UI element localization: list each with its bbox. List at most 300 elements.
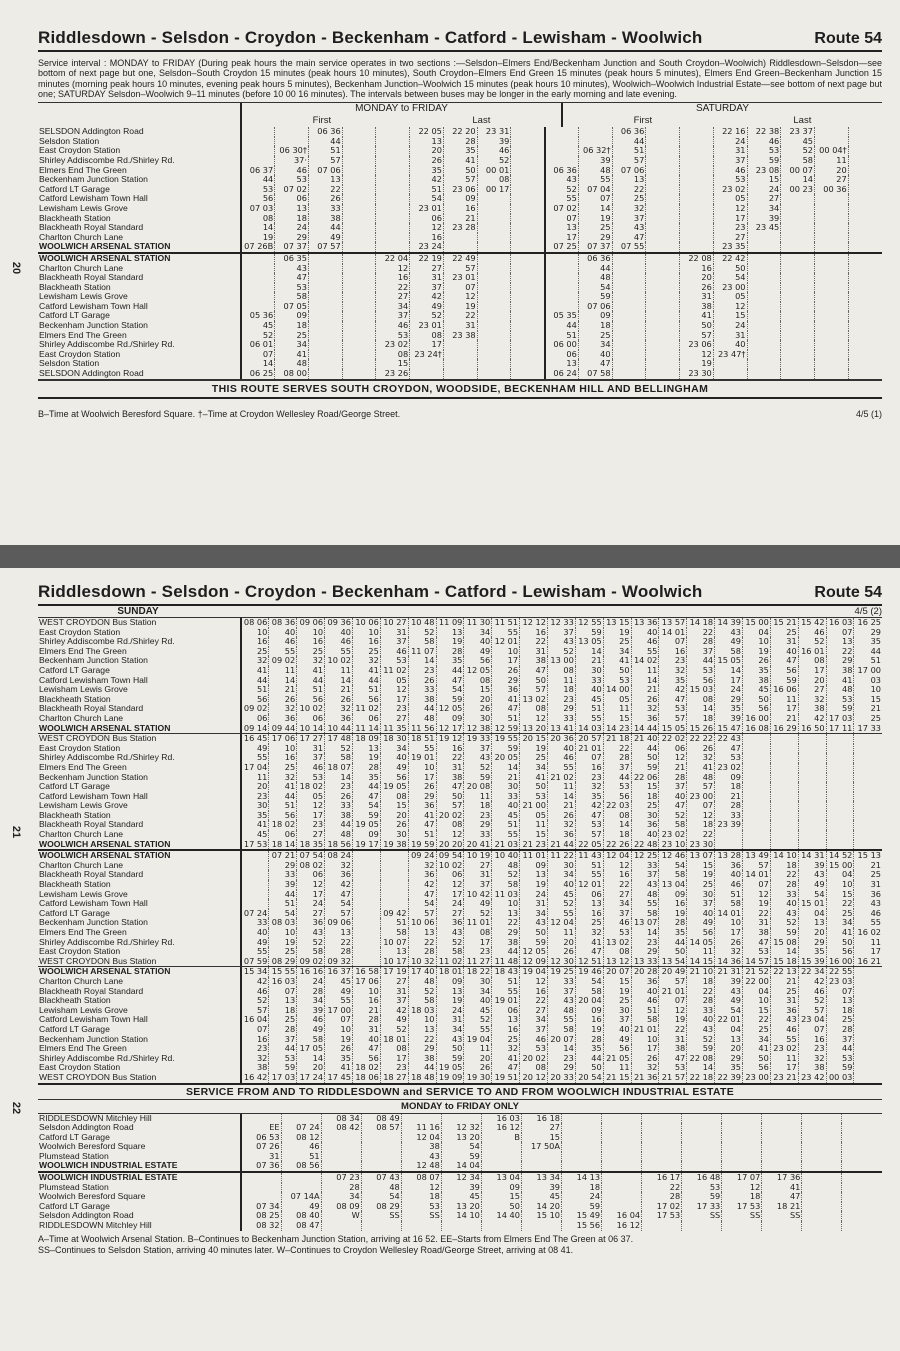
time-cell [308,359,342,369]
time-cell [380,880,408,890]
time-cell: 50 [575,1063,603,1073]
time-cell [342,369,376,379]
time-cell: 18 43 [492,967,520,977]
timetable-row [38,909,882,919]
timetable-row [38,928,882,938]
time-cell: 23 00 [742,1073,770,1083]
time-cell: 59 [770,676,798,686]
time-cell: 08 42 [321,1123,361,1133]
time-cell: 12 32 [441,1123,481,1133]
time-cell [842,1152,882,1162]
time-cell: 48 [687,773,715,783]
time-cell: 52 [687,1035,715,1045]
time-cell: 31 [436,763,464,773]
time-cell [848,175,882,185]
time-cell: 18 22 [464,967,492,977]
time-cell: 16 [443,204,477,214]
time-cell: 19 38 [380,840,408,850]
time-cell: 09 36 [325,618,353,628]
time-cell [602,1173,642,1183]
time-cell: 33 [241,918,269,928]
time-cell: 26 [269,695,297,705]
time-cell: 58 [631,909,659,919]
time-cell [814,350,848,360]
time-cell [376,233,410,243]
time-cell: 09 [578,311,612,321]
time-cell: 23 [631,938,659,948]
time-cell: 52 [325,744,353,754]
time-cell: 17 [410,340,444,350]
time-cell: 11 [603,1063,631,1073]
time-cell: 11 [770,695,798,705]
time-cell: 30 [241,801,269,811]
time-cell: 10 [492,899,520,909]
time-cell: 15 [854,695,882,705]
time-cell: 14 13 [562,1173,602,1183]
time-cell [477,340,511,350]
time-cell: 07 06 [308,166,342,176]
time-cell [854,782,882,792]
time-cell [814,264,848,274]
time-cell: 45 [241,321,275,331]
time-cell [747,254,781,264]
time-cell [854,977,882,987]
time-cell: 06 36 [308,127,342,137]
time-cell: 44 [241,676,269,686]
time-cell: 14 03 [575,724,603,734]
time-cell: 38 [408,1054,436,1064]
time-cell [848,273,882,283]
time-cell [342,127,376,137]
timetable-row [38,233,882,243]
time-cell: 08 [687,695,715,705]
time-cell: 59 [520,938,548,948]
time-cell [646,242,680,252]
time-cell: 37 [297,753,325,763]
time-cell: 17 00 [854,666,882,676]
time-cell: 22 [642,1183,682,1193]
time-cell: 08 [410,331,444,341]
time-cell: 54 [575,977,603,987]
time-cell: 18 01 [436,967,464,977]
time-cell: 52 [464,909,492,919]
time-cell: 29 [547,704,575,714]
time-cell [511,254,545,264]
time-cell: 55 [464,1025,492,1035]
stop-name: WEST CROYDON Bus Station [39,956,157,966]
time-cell [848,214,882,224]
time-cell: 41 [603,656,631,666]
time-cell: 08 29 [269,957,297,967]
time-cell: 11 22 [547,851,575,861]
time-cell: 19 51 [492,1073,520,1083]
time-cell: 46 [269,637,297,647]
time-cell: 12 05 [464,666,492,676]
timetable-row [38,1173,882,1183]
time-cell: 23 28 [443,223,477,233]
timetable-row [38,890,882,900]
time-cell: 11 [547,676,575,686]
time-cell: 21 52 [742,967,770,977]
time-cell: 11 [603,704,631,714]
time-cell: 48 [492,861,520,871]
timetable-row [38,861,882,871]
timetable-row [38,676,882,686]
time-cell: 23 [575,773,603,783]
time-cell: 41 [297,666,325,676]
time-cell: 08 [464,676,492,686]
time-cell: 36 [492,685,520,695]
time-cell: 57 [308,156,342,166]
time-cell: 31 [352,1025,380,1035]
time-cell [376,242,410,252]
time-cell: 53 [603,928,631,938]
time-cell: 10 [715,918,743,928]
timetable-row [38,311,882,321]
time-cell: 23 35 [713,242,747,252]
time-cell: 52 [492,870,520,880]
timetable-row [38,321,882,331]
time-cell: 09 [715,773,743,783]
time-cell: 13 [798,918,826,928]
time-cell: 46 [477,146,511,156]
stop-name: Charlton Church Lane [39,830,124,840]
time-cell: 58 [297,947,325,957]
time-cell: 35 [241,811,269,821]
time-cell: 14 01 [659,628,687,638]
time-cell: 43 [770,1015,798,1025]
time-cell: 58 [325,753,353,763]
time-cell: 47 [578,359,612,369]
time-cell: 36 [408,801,436,811]
time-cell: 07 [545,214,579,224]
time-cell: 25 [603,996,631,1006]
time-cell: 07 37 [275,242,309,252]
time-cell: 11 [770,1054,798,1064]
time-cell: 17 50A [521,1142,561,1152]
time-cell [477,292,511,302]
route-number: Route 54 [814,30,882,47]
time-cell: 56 [380,773,408,783]
time-cell: 48 [275,359,309,369]
time-cell [781,204,815,214]
time-cell: 43 [612,223,646,233]
time-cell: 19 [603,628,631,638]
time-cell: 07 [269,987,297,997]
time-cell: 26 [325,695,353,705]
time-cell: 13 [612,175,646,185]
time-cell: 22 26 [603,840,631,850]
time-cell: 20 12 [520,1073,548,1083]
time-cell: 56 [742,1063,770,1073]
time-cell [814,302,848,312]
time-cell: 17 [380,695,408,705]
time-cell: 17 48 [325,734,353,744]
time-cell: 30 [687,890,715,900]
time-cell: 12 17 [436,724,464,734]
time-cell: 49 [308,233,342,243]
time-cell [798,840,826,850]
timetable-row [38,685,882,695]
time-cell [854,1073,882,1083]
time-cell [798,792,826,802]
time-cell: 33 [408,685,436,695]
page-number-22: 22 [10,1101,23,1115]
stop-name: WOOLWICH ARSENAL STATION [39,839,171,849]
time-cell: 25 [612,194,646,204]
time-cell: 43 [547,996,575,1006]
time-cell: 23 06 [680,340,714,350]
time-cell [826,811,854,821]
time-cell: 39 [715,714,743,724]
time-cell: 56 [603,792,631,802]
time-cell: 45 [325,977,353,987]
time-cell [854,763,882,773]
time-cell: 15 [631,782,659,792]
time-cell: 33 [308,204,342,214]
footnotes [38,1234,882,1256]
time-cell: 44 [352,782,380,792]
time-cell: 36 [436,918,464,928]
time-cell: 34 [547,870,575,880]
time-cell: 44 [352,676,380,686]
stop-name: East Croydon Station [39,627,121,637]
time-cell: 19 [578,214,612,224]
time-cell [562,1142,602,1152]
time-cell: 37 [612,214,646,224]
time-cell: 20 05 [492,753,520,763]
time-cell [715,840,743,850]
time-cell: 34 [747,204,781,214]
time-cell [680,137,714,147]
time-cell: 06 37 [241,166,275,176]
time-cell: 07 57 [308,242,342,252]
time-cell: 16 [798,1035,826,1045]
time-cell [802,1114,842,1124]
time-cell: 58 [715,647,743,657]
timetable-row [38,647,882,657]
timetable-row [38,880,882,890]
time-cell [241,302,275,312]
time-cell [770,744,798,754]
stop-name: Woolwich Beresford Square [39,1142,146,1152]
time-cell [722,1221,762,1231]
timetable-row [38,840,882,850]
time-cell: 56 [352,695,380,705]
time-cell: 37 [603,909,631,919]
time-cell [722,1161,762,1171]
time-cell: 13 20 [520,724,548,734]
time-cell: 37 [269,1035,297,1045]
time-cell: 38 [680,302,714,312]
time-cell: 46 [275,166,309,176]
time-cell: 23 31 [477,127,511,137]
time-cell: 13 57 [659,618,687,628]
time-cell: 13 [269,996,297,1006]
time-cell: 20 15 [520,734,548,744]
time-cell: 14 02 [631,656,659,666]
time-cell: 27 [436,909,464,919]
time-cell: 23 01 [443,273,477,283]
time-cell: 57 [680,331,714,341]
time-cell: 14 [631,676,659,686]
time-cell: 26 [547,947,575,957]
timetable-row [38,194,882,204]
time-cell: 51 [492,977,520,987]
time-cell: 09 02 [269,656,297,666]
time-cell [854,820,882,830]
time-cell: 16 12 [602,1221,642,1231]
time-cell: 18 06 [352,1073,380,1083]
time-cell: 15 [380,801,408,811]
timetable-row [38,1044,882,1054]
time-cell: 55 [575,870,603,880]
time-cell: 15 49 [562,1211,602,1221]
time-cell [646,321,680,331]
time-cell: 21 05 [603,1054,631,1064]
stop-name: Lewisham Lewis Grove [39,203,128,213]
time-cell: 00 07 [781,166,815,176]
time-cell: W [321,1211,361,1221]
time-cell: 14 40 [481,1211,521,1221]
time-cell [511,194,545,204]
stop-name: Lewisham Lewis Grove [39,1005,128,1015]
time-cell: 12 [659,753,687,763]
time-cell: 15 [747,175,781,185]
time-cell: 09 06 [325,918,353,928]
time-cell: SS [682,1211,722,1221]
time-cell [241,890,269,900]
time-cell: 25 [297,647,325,657]
time-cell [562,1152,602,1162]
time-cell: 23 [547,1054,575,1064]
time-cell: 05 [520,811,548,821]
time-cell: 20 [715,1044,743,1054]
time-cell: 13 41 [547,724,575,734]
time-cell: 54 [352,801,380,811]
time-cell [511,350,545,360]
time-cell: 06 [241,714,269,724]
timetable-row [38,938,882,948]
stop-name: Catford Lewisham Town Hall [39,1015,148,1025]
time-cell: 54 [436,685,464,695]
time-cell: 47 [575,811,603,821]
time-cell: 39 [521,1183,561,1193]
time-cell [321,1221,361,1231]
time-cell: 08 12 [281,1133,321,1143]
time-cell [511,369,545,379]
time-cell [842,1114,882,1124]
time-cell: 19 [352,753,380,763]
time-cell: 43 [547,637,575,647]
time-cell: 32 [325,861,353,871]
time-cell: 06 35 [275,254,309,264]
time-cell: 11 [269,666,297,676]
time-cell: 46 [380,647,408,657]
time-cell [826,840,854,850]
time-cell [401,1114,441,1124]
stop-name: Elmers End The Green [39,165,127,175]
stop-name: Beckenham Junction Station [39,656,148,666]
time-cell: 42 [380,1006,408,1016]
time-cell: 43 [715,987,743,997]
time-cell: 35 [659,928,687,938]
time-cell: 57 [443,264,477,274]
time-cell: 13 33 [631,957,659,967]
timetable-row [38,724,882,734]
time-cell: 22 13 [770,967,798,977]
time-cell [646,175,680,185]
time-cell: 22 43 [715,734,743,744]
time-cell: 08 49 [361,1114,401,1124]
time-cell: 10 [826,880,854,890]
time-cell: 37 [547,628,575,638]
time-cell: 27 [521,1123,561,1133]
time-cell [308,340,342,350]
time-cell: 18 [770,861,798,871]
time-cell: 24 [436,899,464,909]
time-cell: 28 [603,753,631,763]
time-cell: 14 05 [687,938,715,948]
time-cell [602,1152,642,1162]
time-cell: 17 33 [682,1202,722,1212]
timetable-row [38,763,882,773]
timetable-row [38,1114,882,1124]
time-cell: 07 43 [361,1173,401,1183]
time-cell: 13 [352,744,380,754]
time-cell: 51 [297,685,325,695]
time-cell: 10 07 [380,938,408,948]
time-cell: 19 [325,1035,353,1045]
time-cell: 56 [603,1044,631,1054]
time-cell: 25 [578,223,612,233]
time-cell: 18 03 [408,1006,436,1016]
time-cell: 43 [798,870,826,880]
time-cell: 22 [770,870,798,880]
time-cell: 12 [713,204,747,214]
time-cell: 18 [687,977,715,987]
time-cell: 17 33 [854,724,882,734]
time-cell: 44 [545,321,579,331]
time-cell [477,273,511,283]
time-cell: 40 [631,830,659,840]
time-cell: 57 [575,830,603,840]
time-cell: 28 [715,801,743,811]
time-cell: 14 [408,656,436,666]
time-cell: 19 59 [408,840,436,850]
time-cell: 07 [443,283,477,293]
time-cell: 28 [443,137,477,147]
time-cell [854,996,882,1006]
time-cell: 16 [410,233,444,243]
time-cell: 15 08 [770,938,798,948]
time-cell: 15 [520,830,548,840]
time-cell: 14 [603,820,631,830]
time-cell: 46 [281,1142,321,1152]
time-cell: 14 [781,175,815,185]
time-cell [680,185,714,195]
time-cell: 09 44 [269,724,297,734]
time-cell: 40 [464,637,492,647]
time-cell: 12 34 [441,1173,481,1183]
time-cell: 21 [770,977,798,987]
time-cell: 33 [464,830,492,840]
time-cell: 22 02 [659,734,687,744]
time-cell: 07 36 [241,1161,281,1171]
time-cell [352,947,380,957]
time-cell: 27 [603,890,631,900]
time-cell: 52 [241,996,269,1006]
